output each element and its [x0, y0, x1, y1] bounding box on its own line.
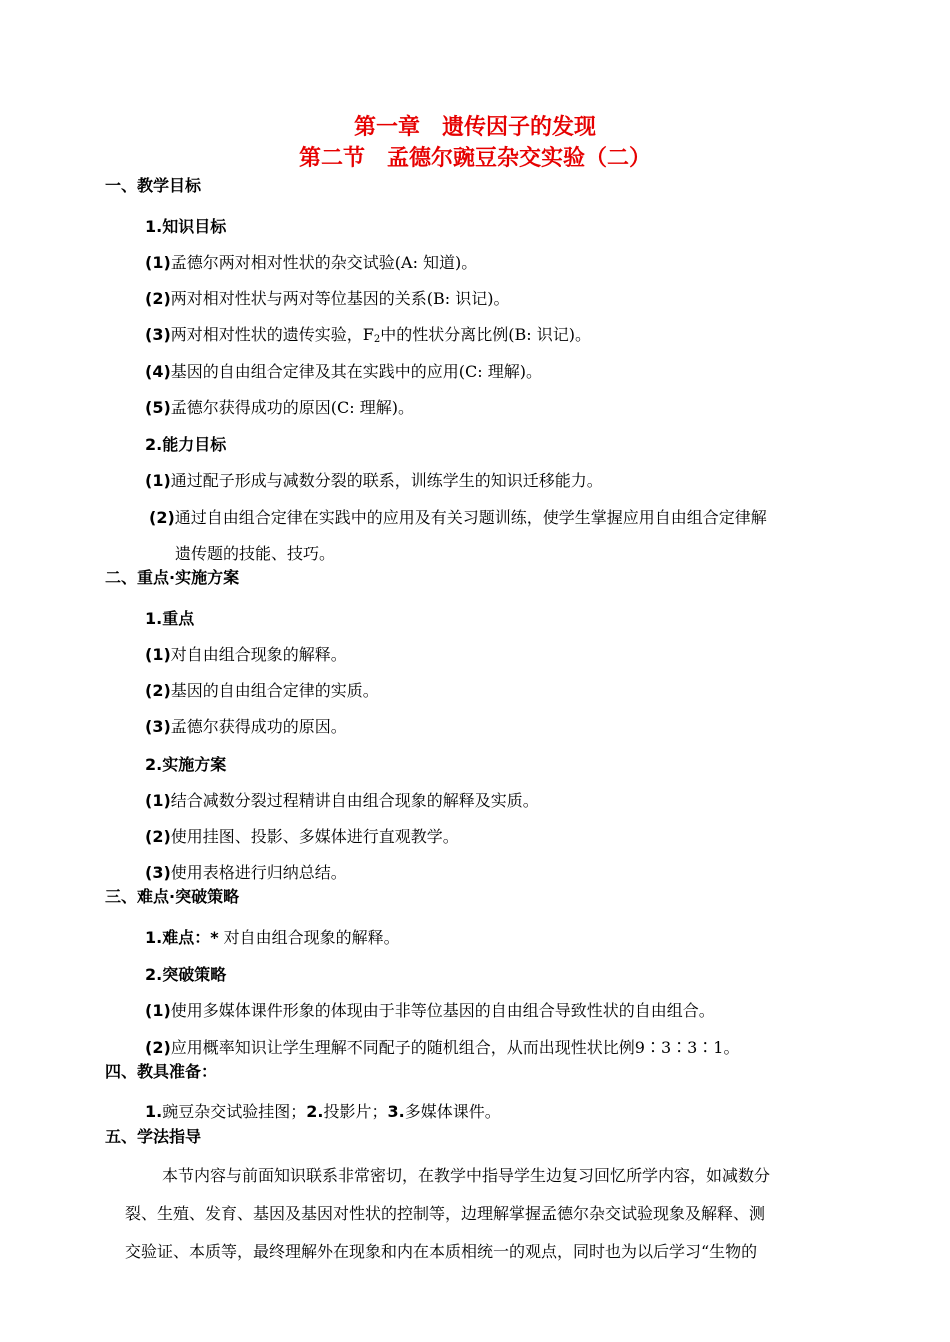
item-text: 豌豆杂交试验挂图；: [162, 1102, 307, 1121]
item-number: 2.: [306, 1102, 324, 1121]
item-text: 两对相对性状与两对等位基因的关系(B: 识记)。: [170, 289, 510, 308]
item-text: 使用表格进行归纳总结。: [170, 863, 347, 882]
subheading-knowledge-goals: 1.知识目标: [145, 217, 227, 236]
item-number: (1): [145, 791, 171, 810]
list-item: [145, 826, 459, 848]
item-text: 结合减数分裂过程精讲自由组合现象的解释及实质。: [170, 791, 539, 810]
item-number: (1): [145, 1001, 171, 1020]
paragraph-line: 交验证、本质等，最终理解外在现象和内在本质相统一的观点，同时也为以后学习“生物的: [125, 1242, 758, 1261]
item-number: (1): [145, 645, 171, 664]
subheading-ability-goals: 2.能力目标: [145, 435, 227, 454]
item-number: (2): [145, 827, 171, 846]
item-number: (1): [145, 253, 171, 272]
item-text: 应用概率知识让学生理解不同配子的随机组合，从而出现性状比例9∶3∶3∶1。: [170, 1038, 740, 1057]
item-text: 基因的自由组合定律及其在实践中的应用(C: 理解)。: [170, 362, 542, 381]
list-item: [145, 288, 510, 310]
item-number: (3): [145, 325, 171, 344]
item-number: (3): [145, 717, 171, 736]
item-number: (1): [145, 471, 171, 490]
list-item: [145, 790, 539, 812]
difficulty-text: 对自由组合现象的解释。: [218, 928, 400, 947]
list-item: [145, 397, 414, 419]
section-title: 第二节 孟德尔豌豆杂交实验（二）: [298, 146, 651, 171]
item-text: 投影片；: [323, 1102, 388, 1121]
item-number: (2): [145, 289, 171, 308]
item-number: (5): [145, 398, 171, 417]
list-item: [145, 361, 542, 383]
difficulty-line: [145, 927, 400, 949]
item-text: 孟德尔获得成功的原因(C: 理解)。: [170, 398, 414, 417]
item-text: 通过配子形成与减数分裂的联系，训练学生的知识迁移能力。: [170, 471, 603, 490]
paragraph-line: 本节内容与前面知识联系非常密切，在教学中指导学生边复习回忆所学内容，如减数分: [162, 1166, 771, 1185]
subscript: 2: [373, 334, 381, 345]
subheading-plan: 2.实施方案: [145, 755, 227, 774]
list-item: [145, 1037, 740, 1059]
item-number: (3): [145, 863, 171, 882]
list-item: [149, 507, 767, 529]
chapter-title: 第一章 遗传因子的发现: [353, 115, 596, 140]
list-item: [145, 716, 347, 738]
list-item: [145, 862, 347, 884]
item-text: 通过自由组合定律在实践中的应用及有关习题训练，使学生掌握应用自由组合定律解: [174, 508, 767, 527]
item-text: 中的性状分离比例(B: 识记)。: [380, 325, 591, 344]
section-heading-teaching-goals: 一、教学目标: [105, 176, 202, 195]
subheading-key: 1.重点: [145, 609, 195, 628]
item-text: 多媒体课件。: [404, 1102, 501, 1121]
section-heading-key-points: 二、重点·实施方案: [105, 568, 240, 587]
list-item: [145, 680, 379, 702]
difficulty-label: 1.难点：*: [145, 928, 219, 947]
list-item: [145, 324, 591, 351]
item-text: 孟德尔两对相对性状的杂交试验(A: 知道)。: [170, 253, 478, 272]
list-item: [145, 470, 603, 492]
item-number: (2): [145, 1038, 171, 1057]
subheading-strategy: 2.突破策略: [145, 965, 227, 984]
list-item: [145, 644, 347, 666]
item-number: 3.: [387, 1102, 405, 1121]
item-number: (2): [149, 508, 175, 527]
item-text: 基因的自由组合定律的实质。: [170, 681, 379, 700]
item-number: 1.: [145, 1102, 163, 1121]
item-text: 两对相对性状的遗传实验，F: [170, 325, 374, 344]
section-heading-difficulties: 三、难点·突破策略: [105, 887, 240, 906]
item-text: 使用挂图、投影、多媒体进行直观教学。: [170, 827, 459, 846]
item-text: 使用多媒体课件形象的体现由于非等位基因的自由组合导致性状的自由组合。: [170, 1001, 715, 1020]
list-item: [145, 252, 477, 274]
list-item: [145, 1000, 715, 1022]
section-heading-teaching-aids: 四、教具准备：: [105, 1062, 218, 1081]
paragraph-line: 裂、生殖、发育、基因及基因对性状的控制等，边理解掌握孟德尔杂交试验现象及解释、测: [125, 1204, 766, 1223]
section-heading-study-guidance: 五、学法指导: [105, 1127, 202, 1146]
item-number: (4): [145, 362, 171, 381]
item-text: 对自由组合现象的解释。: [170, 645, 347, 664]
teaching-aids-line: [145, 1101, 501, 1123]
list-item-continuation: 遗传题的技能、技巧。: [175, 544, 336, 563]
item-text: 孟德尔获得成功的原因。: [170, 717, 347, 736]
item-number: (2): [145, 681, 171, 700]
